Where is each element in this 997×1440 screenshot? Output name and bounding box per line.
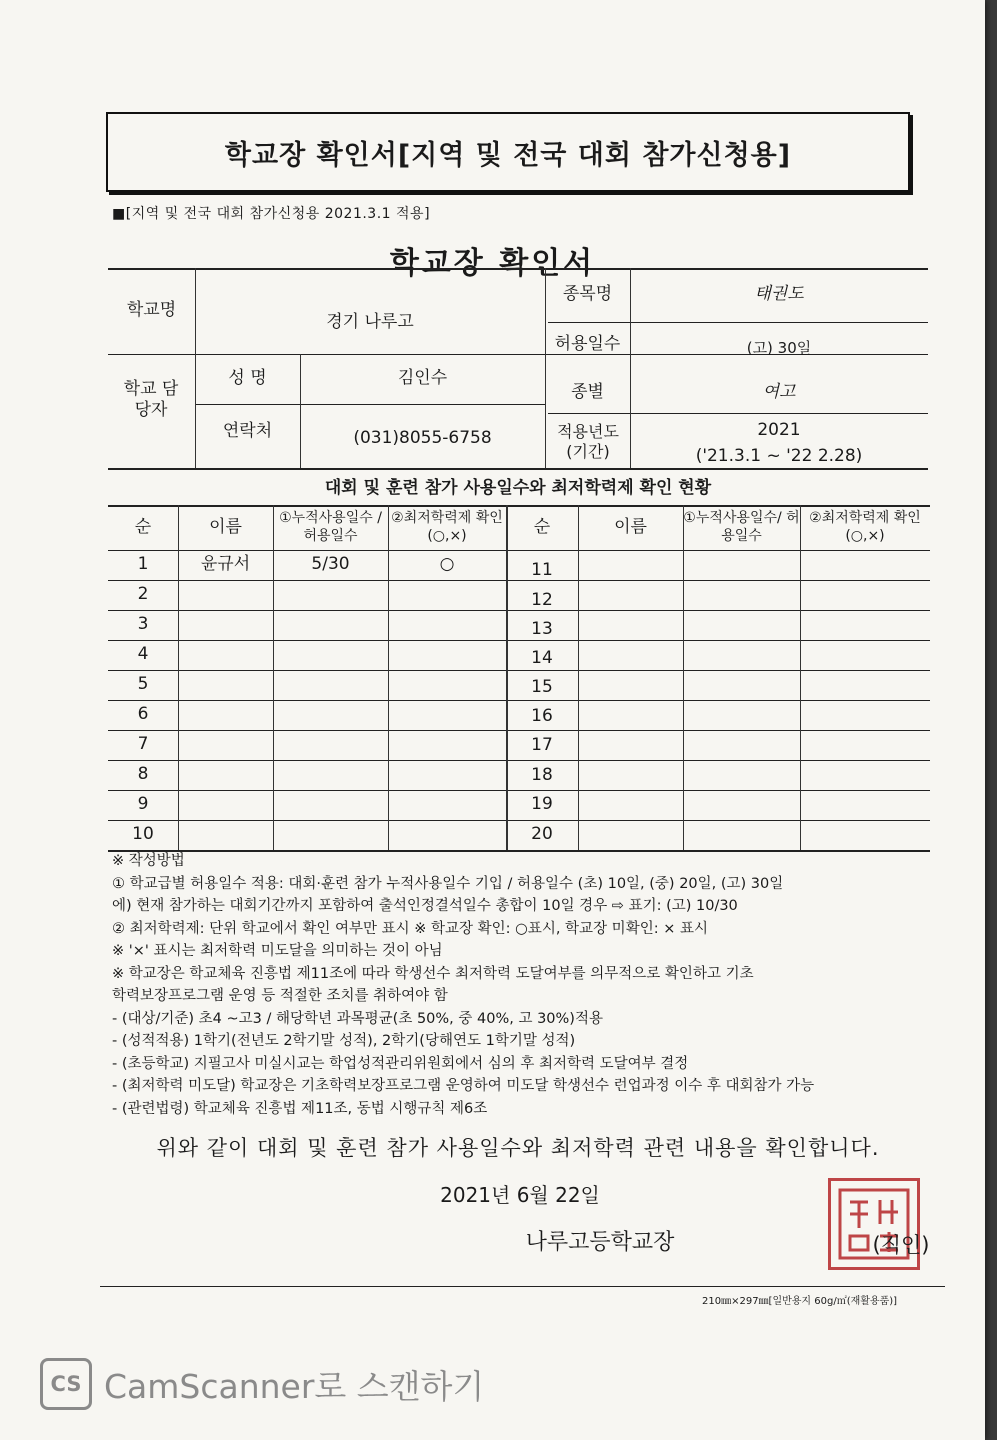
note-line: - (관련법령) 학교체육 진흥법 제11조, 동법 시행규칙 제6조 — [112, 1100, 488, 1117]
category-label: 종별 — [571, 382, 604, 403]
contact-label: 연락처 — [222, 421, 273, 442]
col-days-header: ①누적사용일수 /허용일수 — [279, 510, 382, 544]
row-days: 5/30 — [311, 554, 350, 575]
issue-date: 2021년 6월 22일 — [440, 1182, 600, 1207]
row-no-right: 14 — [531, 648, 553, 669]
note-line: ※ 학교장은 학교체육 진흥법 제11조에 따라 학생선수 최저학력 도달여부를 의무적으로 확인하고 기초 — [112, 965, 754, 982]
note-line: ② 최저학력제: 단위 학교에서 확인 여부만 표시 ※ 학교장 확인: ○표시, 학교장 미확인: × 표시 — [112, 920, 708, 937]
row-no: 6 — [137, 704, 149, 725]
row-no-right: 15 — [531, 677, 553, 698]
school-label: 학교명 — [126, 300, 177, 321]
row-no: 3 — [137, 614, 149, 635]
year-label: 적용년도 (기간) — [557, 422, 619, 461]
note-line: - (대상/기준) 초4 ~고3 / 해당학년 과목평균(초 50%, 중 40%, 고 30%)적용 — [112, 1010, 603, 1027]
writing-instructions — [112, 850, 942, 1120]
row-no: 5 — [137, 674, 149, 695]
note-line: ※ '×' 표시는 최저학력 미도달을 의미하는 것이 아님 — [112, 943, 443, 959]
seal-label: (직인) — [872, 1232, 930, 1257]
days-value: (고) 30일 — [746, 338, 812, 357]
confirmation-text: 위와 같이 대회 및 훈련 참가 사용일수와 최저학력 관련 내용을 확인합니다. — [156, 1135, 880, 1160]
note-line: ① 학교급별 허용일수 적용: 대회·훈련 참가 누적사용일수 기입 / 허용일수 (초) 10일, (중) 20일, (고) 30일 — [112, 875, 784, 892]
note-line: ※ 작성방법 — [112, 853, 185, 869]
row-no-right: 11 — [531, 560, 553, 581]
paper-spec: 210㎜×297㎜[일반용지 60g/㎡(재활용품)] — [702, 1296, 898, 1307]
document-subtitle: ■[지역 및 전국 대회 참가신청용 2021.3.1 적용] — [112, 206, 431, 222]
principal-name: 나루고등학교장 — [525, 1230, 675, 1256]
row-check: ○ — [439, 554, 455, 575]
document-title: 학교장 확인서[지역 및 전국 대회 참가신청용] — [106, 112, 910, 192]
sport-value: 태권도 — [754, 284, 804, 305]
note-line: - (초등학교) 지필고사 미실시교는 학업성적관리위원회에서 심의 후 최저학력 도달여부 결정 — [112, 1055, 689, 1072]
row-no-right: 13 — [531, 619, 553, 640]
row-no-right: 18 — [531, 765, 553, 786]
row-no: 4 — [137, 644, 149, 665]
row-no: 7 — [137, 734, 149, 755]
row-no: 1 — [137, 554, 149, 575]
name-label: 성 명 — [228, 368, 267, 389]
note-line: - (최저학력 미도달) 학교장은 기초학력보장프로그램 운영하여 미도달 학생선수 런업과정 이수 후 대회참가 가능 — [112, 1078, 815, 1094]
col-days-header-right: ①누적사용일수/ 허용일수 — [683, 510, 800, 544]
staff-name: 김인수 — [397, 368, 448, 389]
note-line: 에) 현재 참가하는 대회기간까지 포함하여 출석인정결석일수 총합이 10일 경우 ⇨ 표기: (고) 10/30 — [112, 898, 738, 914]
col-check-header: ②최저학력제 확인(○,×) — [391, 510, 503, 544]
row-no-right: 19 — [531, 794, 553, 815]
row-no: 2 — [137, 584, 149, 605]
period-value: ('21.3.1 ~ '22 2.28) — [695, 446, 863, 467]
watermark-text: CamScanner로 스캔하기 — [104, 1366, 485, 1406]
row-no-right: 16 — [531, 706, 553, 727]
sport-label: 종목명 — [562, 284, 613, 305]
days-label: 허용일수 — [554, 334, 621, 355]
row-no: 10 — [132, 824, 154, 845]
col-no-header-right: 순 — [533, 516, 551, 537]
row-no-right: 12 — [531, 590, 553, 611]
category-value: 여고 — [762, 382, 796, 403]
note-line: 학력보장프로그램 운영 등 적절한 조치를 취하여야 함 — [112, 988, 448, 1004]
row-no: 9 — [137, 794, 149, 815]
row-no-right: 20 — [531, 824, 553, 845]
col-name-header: 이름 — [209, 516, 242, 537]
col-no-header: 순 — [134, 516, 152, 537]
col-check-header-right: ②최저학력제 확인(○,×) — [809, 510, 921, 544]
col-name-header-right: 이름 — [614, 516, 647, 537]
contact-value: (031)8055-6758 — [353, 428, 492, 449]
year-value: 2021 — [757, 420, 801, 441]
staff-label: 학교 담당자 — [123, 378, 179, 420]
table-caption: 대회 및 훈련 참가 사용일수와 최저학력제 확인 현황 — [324, 478, 712, 499]
school-name: 경기 나루고 — [326, 312, 414, 333]
camscanner-logo-icon: CS — [40, 1358, 92, 1410]
note-line: - (성적적용) 1학기(전년도 2학기말 성적), 2학기(당해연도 1학기말 성적) — [112, 1033, 576, 1049]
camscanner-watermark — [40, 1358, 484, 1410]
form-heading: 학교장 확인서 — [389, 246, 596, 281]
row-no: 8 — [137, 764, 149, 785]
row-name: 윤규서 — [200, 554, 251, 575]
row-no-right: 17 — [531, 735, 553, 756]
